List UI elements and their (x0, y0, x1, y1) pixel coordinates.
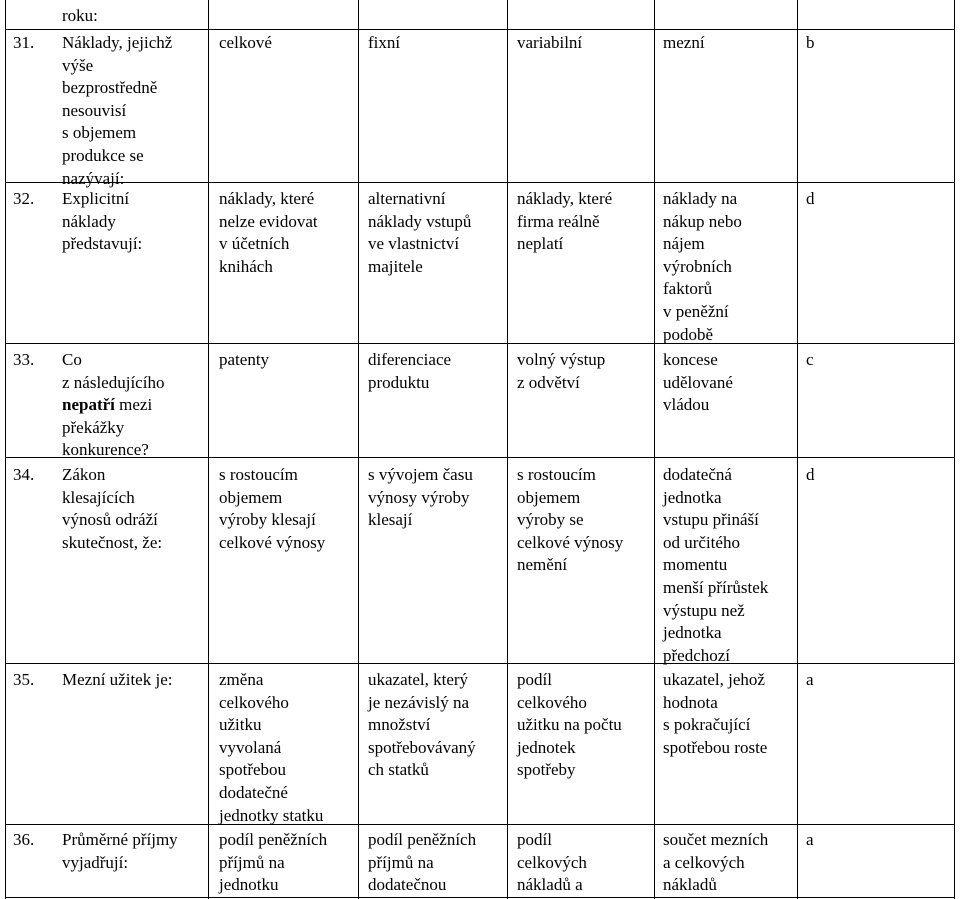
question-text: Zákon klesajících výnosů odráží skutečnost, že: (62, 465, 163, 552)
question-text: Náklady, jejichž výše bezprostředně nesouvisí s objemem produkce se nazývají: (62, 33, 173, 188)
option-c: volný výstup z odvětví (517, 350, 606, 392)
question-text-part: mezi překážky konkurence? (62, 395, 153, 460)
option-a: celkové (219, 33, 272, 52)
answer-key: d (806, 189, 815, 208)
question-number: 35. (13, 670, 35, 689)
question-number: 32. (13, 189, 35, 208)
row-divider (5, 663, 954, 664)
question-text: roku: (62, 6, 98, 25)
table-border-bottom (5, 897, 954, 898)
row-divider (5, 29, 954, 30)
question-text (62, 349, 164, 462)
option-a: náklady, které nelze evidovat v účetních knihách (219, 189, 318, 276)
option-b: diferenciace produktu (368, 350, 452, 392)
option-c: variabilní (517, 33, 583, 52)
question-text-part: Co z následujícího (62, 350, 165, 392)
question-text: Mezní užitek je: (62, 670, 173, 689)
answer-key: b (806, 33, 815, 52)
question-number: 31. (13, 33, 35, 52)
option-b: podíl peněžních příjmů na dodatečnou (368, 830, 477, 895)
answer-key: d (806, 465, 815, 484)
option-b: s vývojem času výnosy výroby klesají (368, 465, 473, 530)
table-border-right (954, 0, 955, 899)
option-a: změna celkového užitku vyvolaná spotřebou dodatečné jednotky statku (219, 670, 324, 825)
question-text: Explicitní náklady představují: (62, 189, 143, 254)
answer-key: a (806, 830, 814, 849)
option-c: podíl celkových nákladů a (517, 830, 587, 895)
option-a: s rostoucím objemem výroby klesají celkové výnosy (219, 465, 326, 552)
option-b: fixní (368, 33, 401, 52)
answer-key: a (806, 670, 814, 689)
answer-key: c (806, 350, 814, 369)
option-d: náklady na nákup nebo nájem výrobních faktorů v peněžní podobě (663, 189, 742, 344)
column-divider (358, 0, 359, 899)
option-d: dodatečná jednotka vstupu přináší od určitého momentu menší přírůstek výstupu než jednotka předchozí (663, 465, 769, 665)
row-divider (5, 824, 954, 825)
question-text: Průměrné příjmy vyjadřují: (62, 830, 178, 872)
option-b: ukazatel, který je nezávislý na množství spotřebovávaný ch statků (368, 670, 476, 780)
column-divider (208, 0, 209, 899)
option-c: s rostoucím objemem výroby se celkové výnosy nemění (517, 465, 624, 575)
option-c: podíl celkového užitku na počtu jednotek spotřeby (517, 670, 622, 780)
option-d: součet mezních a celkových nákladů (663, 830, 769, 895)
question-number: 36. (13, 830, 35, 849)
column-divider (797, 0, 798, 899)
question-number: 33. (13, 350, 35, 369)
option-d: mezní (663, 33, 705, 52)
question-number: 34. (13, 465, 35, 484)
column-divider (654, 0, 655, 899)
question-emphasis: nepatří (62, 395, 115, 415)
option-d: ukazatel, jehož hodnota s pokračující spotřebou roste (663, 670, 768, 757)
option-b: alternativní náklady vstupů ve vlastnictví majitele (368, 189, 472, 276)
row-divider (5, 343, 954, 344)
column-divider (507, 0, 508, 899)
table-border-left (5, 0, 6, 899)
option-c: náklady, které firma reálně neplatí (517, 189, 613, 254)
option-a: podíl peněžních příjmů na jednotku (219, 830, 328, 895)
option-a: patenty (219, 350, 270, 369)
option-d: koncese udělované vládou (663, 350, 733, 415)
